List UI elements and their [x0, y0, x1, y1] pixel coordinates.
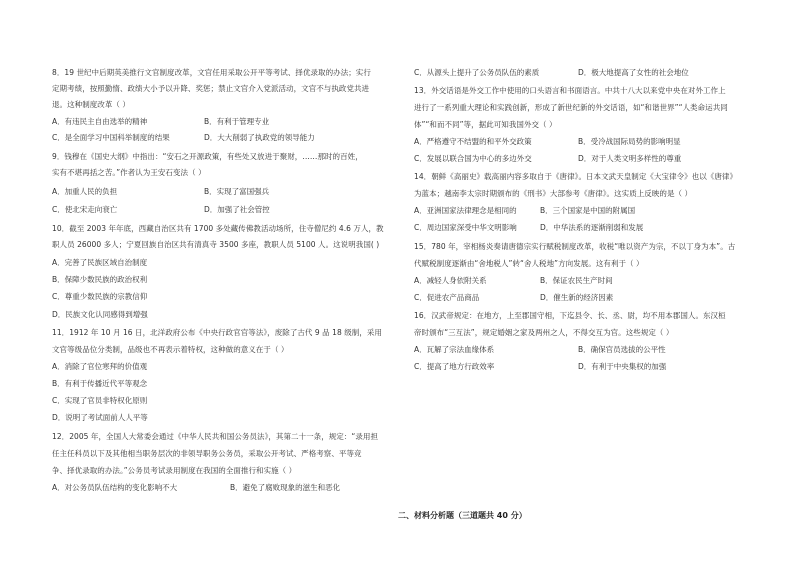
q12-stem-line-3: 争、择优录取的办法。”公务员考试录用制度在我国的全面推行和实施（ ） — [52, 466, 297, 475]
q11-option-a: A．消除了官位寒拜的价值观 — [52, 362, 148, 371]
q12-option-d: D．极大地提高了女性的社会地位 — [578, 68, 689, 77]
q8-stem-line-2: 定期考绩，按照勤惰、政绩大小予以升降、奖惩；禁止文官介入党派活动，文官不与执政党共进 — [52, 84, 370, 93]
q10-option-b: B．保障少数民族的政治权利 — [52, 275, 148, 284]
q11-option-c: C．实现了官员非特权化原则 — [52, 396, 148, 405]
q11-option-d: D．说明了考试面前人人平等 — [52, 413, 148, 422]
q10-stem-line-1: 10．截至 2003 年年底，西藏自治区共有 1700 多处藏传佛教活动场所，住寺僧尼约 4.6 万人，教 — [52, 224, 384, 233]
q15-stem-line-2: 代赋税制度逐渐由“舍地税人”转“舍人税地”方向发展。这有利于（ ） — [414, 259, 644, 268]
q16-stem-line-2: 帝时颁布“三互法”，规定婚姻之家及两州之人，不得交互为官。这些规定（ ） — [414, 328, 674, 337]
q13-option-d: D．对于人类文明多样性的尊重 — [578, 154, 682, 163]
q13-stem-line-3: 体”“和而不同”等，据此可知我国外交（ ） — [414, 120, 557, 129]
q15-option-a: A．减轻人身依附关系 — [414, 276, 487, 285]
q8-option-b: B．有利于管理专业 — [204, 117, 270, 126]
q16-option-b: B．确保官员选拔的公平性 — [578, 345, 666, 354]
q12-option-b: B．避免了腐败现象的滋生和恶化 — [230, 483, 341, 492]
q9-option-a: A．加重人民的负担 — [52, 187, 118, 196]
q8-option-d: D．大大削弱了执政党的领导能力 — [204, 133, 315, 142]
q8-option-c: C．是全面学习中国科举制度的结果 — [52, 133, 170, 142]
q8-stem-line-3: 退。这种制度改革（ ） — [52, 100, 130, 109]
q14-option-d: D．中华法系的逐渐削弱和发展 — [540, 223, 644, 232]
q8-option-a: A．有违民主自由选举的精神 — [52, 117, 148, 126]
q10-option-c: C．尊重少数民族的宗教信仰 — [52, 292, 148, 301]
q12-option-a: A．对公务员队伍结构的变化影响不大 — [52, 483, 178, 492]
q13-option-c: C．发展以联合国为中心的多边外交 — [414, 154, 532, 163]
q9-stem-line-2: 实有不堪再括之苦。”作者认为王安石变法（ ） — [52, 168, 206, 177]
q15-option-c: C．促进农产品商品 — [414, 293, 480, 302]
q14-option-c: C．周边国家深受中华文明影响 — [414, 223, 517, 232]
q10-stem-line-2: 职人员 26000 多人；宁夏回族自治区共有清真寺 3500 多座，教职人员 5100 人。这说明我国( ) — [52, 240, 380, 249]
q15-option-b: B．保证农民生产时间 — [540, 276, 613, 285]
q16-option-c: C．提高了地方行政效率 — [414, 362, 495, 371]
q14-option-a: A．亚洲国家法律理念是相同的 — [414, 206, 517, 215]
q12-option-c: C．从源头上提升了公务员队伍的素质 — [414, 68, 540, 77]
q15-option-d: D．催生新的经济因素 — [540, 293, 614, 302]
q16-option-a: A．瓦解了宗法血缘体系 — [414, 345, 495, 354]
q15-stem-line-1: 15．780 年，宰相杨炎奏请唐德宗实行赋税制度改革，收税“唯以资产为宗，不以丁身为本”。古 — [414, 242, 736, 251]
q13-option-b: B．受冷战国际局势的影响明显 — [578, 137, 681, 146]
q12-stem-line-1: 12．2005 年，全国人大常委会通过《中华人民共和国公务员法》，其第二十一条，规定：“录用担 — [52, 432, 378, 441]
q14-option-b: B．三个国家是中国的附属国 — [540, 206, 636, 215]
q10-option-d: D．民族文化认同感得到增强 — [52, 310, 148, 319]
q11-option-b: B．有利于传播近代平等观念 — [52, 379, 148, 388]
q13-stem-line-2: 进行了一系列重大理论和实践创新，形成了新世纪新的外交话语，如“和谐世界”“人类命运共同 — [414, 103, 728, 112]
q14-stem-line-1: 14．朝鲜《高丽史》载高丽内容多取自于《唐律》。日本文武天皇制定《大宝律令》也以《唐律》 — [414, 172, 737, 181]
section-title-material-analysis: 二、材料分析题（三道题共 40 分） — [398, 511, 527, 520]
q11-stem-line-2: 文官等级品位分类制，品级也不再表示着特权，这种做的意义在于（ ） — [52, 345, 289, 354]
q10-option-a: A．完善了民族区域自治制度 — [52, 258, 148, 267]
q16-stem-line-1: 16．汉武帝规定：在地方，上至郡国守相，下迄县令、长、丞、尉，均不用本郡国人。东汉桓 — [414, 311, 726, 320]
q9-option-c: C．使北宋走向衰亡 — [52, 205, 118, 214]
q13-option-a: A．严格遵守不结盟的和平外交政策 — [414, 137, 532, 146]
q14-stem-line-2: 为蓝本；越南李太宗时期颁布的《刑书》大部参考《唐律》。这实质上反映的是（ ） — [414, 189, 693, 198]
q8-stem-line-1: 8．19 世纪中后期英美推行文官制度改革，文官任用采取公开平等考试、择优录取的办法；实行 — [52, 68, 371, 77]
q12-stem-line-2: 任主任科员以下及其他相当职务层次的非领导职务公务员，采取公开考试、严格考察、平等竞 — [52, 449, 362, 458]
q9-option-b: B．实现了富国强兵 — [204, 187, 270, 196]
q9-option-d: D．加强了社会管控 — [204, 205, 270, 214]
q11-stem-line-1: 11．1912 年 10 月 16 日，北洋政府公布《中央行政官官等法》，废除了古代 9 品 18 级制，采用 — [52, 328, 382, 337]
q13-stem-line-1: 13．外交话语是外交工作中使用的口头语言和书面语言。中共十八大以来党中央在对外工作上 — [414, 86, 726, 95]
q9-stem-line-1: 9．钱穆在《国史大纲》中指出：“安石之开源政策，有些处又放进于聚财，……那时的百姓， — [52, 152, 363, 161]
q16-option-d: D．有利于中央集权的加强 — [578, 362, 667, 371]
